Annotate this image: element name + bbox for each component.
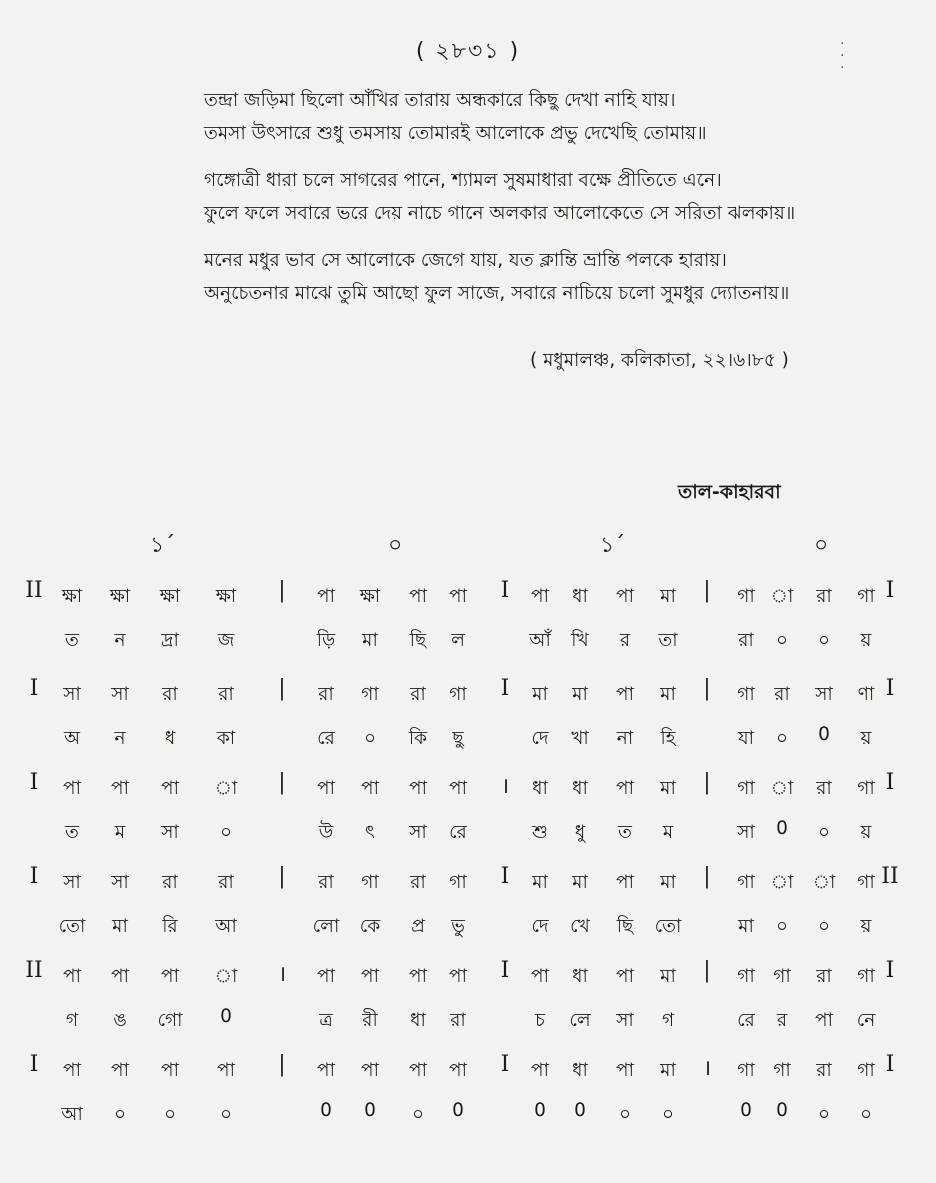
lyric-line: গঙ্গোত্রী ধারা চলে সাগরের পানে, শ্যামল সুষমাধারা বক্ষে প্রীতিতে এনে। xyxy=(204,170,722,191)
lyric-syllable: হি xyxy=(660,728,676,749)
swara-line xyxy=(0,1052,936,1088)
lyric-syllable: সা xyxy=(409,822,427,843)
lyric-syllable: ০ xyxy=(411,1104,425,1125)
lyric-syllable: চ xyxy=(535,1010,545,1031)
lyric-syllable: ম xyxy=(662,822,674,843)
lyric-syllable: ০ xyxy=(219,822,233,843)
lyric-syllable: রে xyxy=(737,1010,755,1031)
lyric-syllable: সা xyxy=(161,822,179,843)
lyric-syllable: তো xyxy=(58,916,86,937)
swara-note: পা xyxy=(161,778,179,799)
lyric-syllable: দে xyxy=(531,728,549,749)
lyric-syllable: ন xyxy=(114,728,126,749)
swara-note: পা xyxy=(616,966,634,987)
swara-note: পা xyxy=(361,966,379,987)
lyric-syllable: ত xyxy=(65,822,79,843)
lyric-syllable: 0 xyxy=(534,1100,546,1121)
swara-note: পা xyxy=(616,872,634,893)
song-lyrics xyxy=(204,84,914,324)
swara-note: মা xyxy=(660,966,676,987)
bar-line: | xyxy=(703,770,711,795)
lyric-syllable: ৎ xyxy=(365,822,375,843)
swara-note: রা xyxy=(218,684,234,705)
swara-note: পা xyxy=(217,1060,235,1081)
swara-note: রা xyxy=(318,872,334,893)
margin-dots: · · · xyxy=(840,36,845,76)
lyric-syllable: ০ xyxy=(363,728,377,749)
lyric-syllable-line xyxy=(0,1002,936,1038)
lyric-syllable: মা xyxy=(362,630,378,651)
lyric-syllable: দে xyxy=(531,916,549,937)
swara-line xyxy=(0,676,936,712)
lyric-syllable: র xyxy=(776,1010,788,1031)
lyric-syllable: ঙ xyxy=(113,1010,127,1031)
lyric-syllable: লো xyxy=(312,916,340,937)
swara-note: মা xyxy=(660,778,676,799)
bar-line: | xyxy=(703,676,711,701)
lyric-syllable: পা xyxy=(815,1010,833,1031)
lyric-syllable: রা xyxy=(450,1010,466,1031)
lyric-syllable: 0 xyxy=(818,724,830,745)
notation-table xyxy=(0,578,936,1146)
bar-line: | xyxy=(278,864,286,889)
source-note: ( মধুমালঞ্চ, কলিকাতা, ২২।৬।৮৫ ) xyxy=(530,350,789,371)
swara-note: রা xyxy=(218,872,234,893)
swara-note: রা xyxy=(410,684,426,705)
swara-note: রা xyxy=(816,586,832,607)
lyric-syllable: রী xyxy=(362,1010,378,1031)
swara-note: রা xyxy=(318,684,334,705)
swara-note: পা xyxy=(616,1060,634,1081)
beat-marker: ০ xyxy=(388,533,403,558)
swara-line xyxy=(0,578,936,614)
lyric-syllable: আঁ xyxy=(529,630,551,651)
bar-line: I xyxy=(885,578,895,603)
bar-line: | xyxy=(278,1052,286,1077)
bar-line: I xyxy=(885,1052,895,1077)
swara-note: পা xyxy=(111,966,129,987)
swara-note: সা xyxy=(111,872,129,893)
bar-line: । xyxy=(500,774,510,799)
lyric-syllable: ০ xyxy=(817,1104,831,1125)
lyric-syllable: উ xyxy=(318,822,334,843)
bar-line: I xyxy=(29,676,39,701)
lyric-syllable: ন xyxy=(114,630,126,651)
swara-note: গা xyxy=(737,1060,755,1081)
swara-note: পা xyxy=(616,586,634,607)
swara-note: মা xyxy=(572,684,588,705)
swara-note: পা xyxy=(449,1060,467,1081)
notation-row xyxy=(0,770,936,864)
lyric-syllable: রা xyxy=(738,630,754,651)
notation-row xyxy=(0,958,936,1052)
lyric-syllable: গ xyxy=(65,1010,79,1031)
lyric-syllable: য় xyxy=(860,630,872,651)
bar-line: I xyxy=(885,676,895,701)
lyric-line: অনুচেতনার মাঝে তুমি আছো ফুল সাজে, সবারে নাচিয়ে চলো সুমধুর দ্যোতনায়॥ xyxy=(204,283,790,304)
bar-line: I xyxy=(885,770,895,795)
swara-note: ক্ষা xyxy=(215,586,237,607)
lyric-syllable: ত্র xyxy=(319,1010,333,1031)
lyric-syllable: গ xyxy=(661,1010,675,1031)
bar-line: | xyxy=(703,958,711,983)
lyric-syllable: আ xyxy=(61,1104,83,1125)
lyric-syllable: তো xyxy=(654,916,682,937)
bar-line: I xyxy=(885,958,895,983)
swara-note: রা xyxy=(162,872,178,893)
swara-note: পা xyxy=(361,1060,379,1081)
lyric-syllable: জ xyxy=(217,630,235,651)
swara-note: া xyxy=(770,872,794,893)
swara-note: পা xyxy=(63,1060,81,1081)
lyric-syllable: ০ xyxy=(219,1104,233,1125)
bar-line: | xyxy=(278,578,286,603)
lyric-syllable-line xyxy=(0,622,936,658)
swara-note: পা xyxy=(409,586,427,607)
bar-line: I xyxy=(29,864,39,889)
lyric-syllable: র xyxy=(619,630,631,651)
swara-note: রা xyxy=(162,684,178,705)
swara-note: ধা xyxy=(572,586,588,607)
swara-note: গা xyxy=(773,966,791,987)
swara-note: ক্ষা xyxy=(159,586,181,607)
swara-note: গা xyxy=(449,684,467,705)
lyric-syllable: শু xyxy=(532,822,548,843)
bar-line: । xyxy=(277,962,287,987)
swara-note: পা xyxy=(409,1060,427,1081)
swara-note: পা xyxy=(616,778,634,799)
swara-note: ধা xyxy=(572,1060,588,1081)
swara-note: া xyxy=(214,966,238,987)
lyric-syllable: প্র xyxy=(411,916,425,937)
bar-line: | xyxy=(703,864,711,889)
lyric-line: ফুলে ফলে সবারে ভরে দেয় নাচে গানে অলকার আলোকেতে সে সরিতা ঝলকায়॥ xyxy=(204,203,796,224)
swara-note: গা xyxy=(737,872,755,893)
swara-note: সা xyxy=(111,684,129,705)
lyric-syllable: 0 xyxy=(452,1100,464,1121)
swara-note: গা xyxy=(361,872,379,893)
lyric-syllable: রি xyxy=(162,916,178,937)
bar-line: II xyxy=(25,958,43,983)
lyric-syllable: 0 xyxy=(776,818,788,839)
swara-line xyxy=(0,958,936,994)
swara-note: মা xyxy=(532,684,548,705)
swara-note: পা xyxy=(317,586,335,607)
swara-note: পা xyxy=(449,586,467,607)
lyric-syllable: খা xyxy=(571,728,589,749)
swara-note: গা xyxy=(737,966,755,987)
swara-note: ণা xyxy=(857,684,875,705)
swara-note: রা xyxy=(816,1060,832,1081)
bar-line: II xyxy=(25,578,43,603)
lyric-syllable: 0 xyxy=(740,1100,752,1121)
swara-note: পা xyxy=(409,778,427,799)
lyric-syllable: ০ xyxy=(859,1104,873,1125)
swara-note: পা xyxy=(317,778,335,799)
lyric-syllable: 0 xyxy=(364,1100,376,1121)
lyric-syllable: ধ xyxy=(164,728,176,749)
swara-note: গা xyxy=(857,778,875,799)
lyric-syllable: মা xyxy=(738,916,754,937)
swara-note: া xyxy=(214,778,238,799)
lyric-syllable: ০ xyxy=(817,630,831,651)
beat-marker: ১´ xyxy=(600,533,626,558)
swara-note: পা xyxy=(531,1060,549,1081)
lyric-syllable-line xyxy=(0,720,936,756)
swara-note: পা xyxy=(361,778,379,799)
lyric-syllable: ভু xyxy=(451,916,465,937)
bar-line: I xyxy=(500,864,510,889)
lyric-syllable: ০ xyxy=(618,1104,632,1125)
swara-note: ক্ষা xyxy=(109,586,131,607)
swara-note: সা xyxy=(815,684,833,705)
swara-note: সা xyxy=(63,684,81,705)
bar-line: | xyxy=(703,578,711,603)
beat-marker: ১´ xyxy=(150,533,176,558)
lyric-syllable: দ্রা xyxy=(161,630,179,651)
lyric-syllable: গো xyxy=(157,1010,183,1031)
lyric-syllable: 0 xyxy=(220,1006,232,1027)
swara-note: পা xyxy=(409,966,427,987)
swara-note: রা xyxy=(816,966,832,987)
swara-note: ধা xyxy=(572,778,588,799)
swara-note: গা xyxy=(773,1060,791,1081)
swara-note: মা xyxy=(660,586,676,607)
lyric-syllable-line xyxy=(0,814,936,850)
lyric-syllable-line xyxy=(0,908,936,944)
swara-note: পা xyxy=(449,778,467,799)
lyric-syllable: য় xyxy=(860,822,872,843)
swara-note: গা xyxy=(737,684,755,705)
lyric-syllable: আ xyxy=(215,916,237,937)
swara-note: গা xyxy=(449,872,467,893)
bar-line: I xyxy=(29,1052,39,1077)
bar-line: I xyxy=(500,1052,510,1077)
lyric-syllable: ০ xyxy=(163,1104,177,1125)
bar-line: I xyxy=(500,578,510,603)
swara-note: পা xyxy=(63,966,81,987)
swara-note: পা xyxy=(317,966,335,987)
swara-note: পা xyxy=(531,966,549,987)
swara-note: গা xyxy=(857,872,875,893)
lyric-syllable: তা xyxy=(658,630,678,651)
lyric-syllable: রে xyxy=(449,822,467,843)
swara-note: পা xyxy=(161,966,179,987)
lyric-syllable: ছি xyxy=(409,630,427,651)
lyric-syllable: য় xyxy=(860,728,872,749)
notation-row xyxy=(0,676,936,770)
stanza-1 xyxy=(204,84,914,150)
swara-note: পা xyxy=(449,966,467,987)
lyric-syllable: ধা xyxy=(410,1010,426,1031)
lyric-syllable: অ xyxy=(63,728,81,749)
bar-line: । xyxy=(702,1056,712,1081)
lyric-syllable: সা xyxy=(737,822,755,843)
lyric-syllable: মা xyxy=(112,916,128,937)
swara-note: গা xyxy=(361,684,379,705)
bar-line: I xyxy=(29,770,39,795)
swara-note: রা xyxy=(410,872,426,893)
lyric-syllable: খি xyxy=(571,630,589,651)
lyric-syllable: ত xyxy=(618,822,632,843)
lyric-syllable: ছি xyxy=(616,916,634,937)
swara-note: রা xyxy=(774,684,790,705)
swara-note: ধা xyxy=(532,778,548,799)
lyric-syllable: ০ xyxy=(661,1104,675,1125)
lyric-syllable: ০ xyxy=(775,630,789,651)
lyric-line: তন্দ্রা জড়িমা ছিলো আঁখির তারায় অন্ধকারে কিছু দেখা নাহি যায়। xyxy=(204,90,676,111)
lyric-syllable: খে xyxy=(570,916,590,937)
stanza-3 xyxy=(204,244,914,310)
lyric-syllable-line xyxy=(0,1096,936,1132)
swara-note: মা xyxy=(660,684,676,705)
stanza-2 xyxy=(204,164,914,230)
lyric-syllable: 0 xyxy=(320,1100,332,1121)
swara-note: ক্ষা xyxy=(359,586,381,607)
lyric-syllable: কা xyxy=(216,728,236,749)
lyric-syllable: সা xyxy=(616,1010,634,1031)
lyric-syllable: রে xyxy=(317,728,335,749)
swara-note: পা xyxy=(616,684,634,705)
lyric-syllable: কি xyxy=(408,728,428,749)
swara-note: পা xyxy=(317,1060,335,1081)
lyric-syllable: কে xyxy=(359,916,381,937)
bar-line: | xyxy=(278,770,286,795)
swara-note: পা xyxy=(111,1060,129,1081)
lyric-syllable: য় xyxy=(860,916,872,937)
swara-note: গা xyxy=(857,966,875,987)
bar-line: I xyxy=(500,676,510,701)
swara-note: পা xyxy=(531,586,549,607)
lyric-syllable: ধু xyxy=(574,822,586,843)
lyric-line: মনের মধুর ভাব সে আলোকে জেগে যায়, যত ক্লান্তি ভ্রান্তি পলকে হারায়। xyxy=(204,250,727,271)
bar-line: II xyxy=(881,864,899,889)
swara-note: ক্ষা xyxy=(61,586,83,607)
lyric-syllable: যা xyxy=(737,728,755,749)
swara-line xyxy=(0,770,936,806)
swara-note: া xyxy=(770,778,794,799)
swara-note: া xyxy=(812,872,836,893)
swara-note: সা xyxy=(63,872,81,893)
notation-row xyxy=(0,578,936,676)
swara-line xyxy=(0,864,936,900)
lyric-syllable: ০ xyxy=(817,916,831,937)
swara-note: া xyxy=(770,586,794,607)
page-number: ( ২৮৩১ ) xyxy=(415,39,521,64)
beat-marker: ০ xyxy=(814,533,829,558)
swara-note: ধা xyxy=(572,966,588,987)
bar-line: I xyxy=(500,958,510,983)
lyric-syllable: ল xyxy=(451,630,465,651)
swara-note: গা xyxy=(737,778,755,799)
swara-note: মা xyxy=(532,872,548,893)
swara-note: গা xyxy=(857,586,875,607)
lyric-syllable: নে xyxy=(856,1010,876,1031)
lyric-syllable: ড়ি xyxy=(316,630,336,651)
lyric-syllable: ০ xyxy=(775,916,789,937)
lyric-syllable: লে xyxy=(569,1010,591,1031)
swara-note: মা xyxy=(660,872,676,893)
swara-note: পা xyxy=(111,778,129,799)
swara-note: রা xyxy=(816,778,832,799)
swara-note: গা xyxy=(737,586,755,607)
lyric-line: তমসা উৎসারে শুধু তমসায় তোমারই আলোকে প্রভু দেখেছি তোমায়॥ xyxy=(204,123,707,144)
notation-row xyxy=(0,864,936,958)
swara-note: গা xyxy=(857,1060,875,1081)
swara-note: মা xyxy=(660,1060,676,1081)
lyric-syllable: ম xyxy=(114,822,126,843)
lyric-syllable: 0 xyxy=(574,1100,586,1121)
swara-note: পা xyxy=(63,778,81,799)
lyric-syllable: ০ xyxy=(775,728,789,749)
lyric-syllable: ছু xyxy=(452,728,464,749)
lyric-syllable: না xyxy=(616,728,634,749)
swara-note: মা xyxy=(572,872,588,893)
bar-line: | xyxy=(278,676,286,701)
taal-label: তাল-কাহারবা xyxy=(678,481,781,503)
lyric-syllable: 0 xyxy=(776,1100,788,1121)
lyric-syllable: ০ xyxy=(113,1104,127,1125)
notation-row xyxy=(0,1052,936,1146)
lyric-syllable: ০ xyxy=(817,822,831,843)
swara-note: পা xyxy=(161,1060,179,1081)
lyric-syllable: ত xyxy=(65,630,79,651)
